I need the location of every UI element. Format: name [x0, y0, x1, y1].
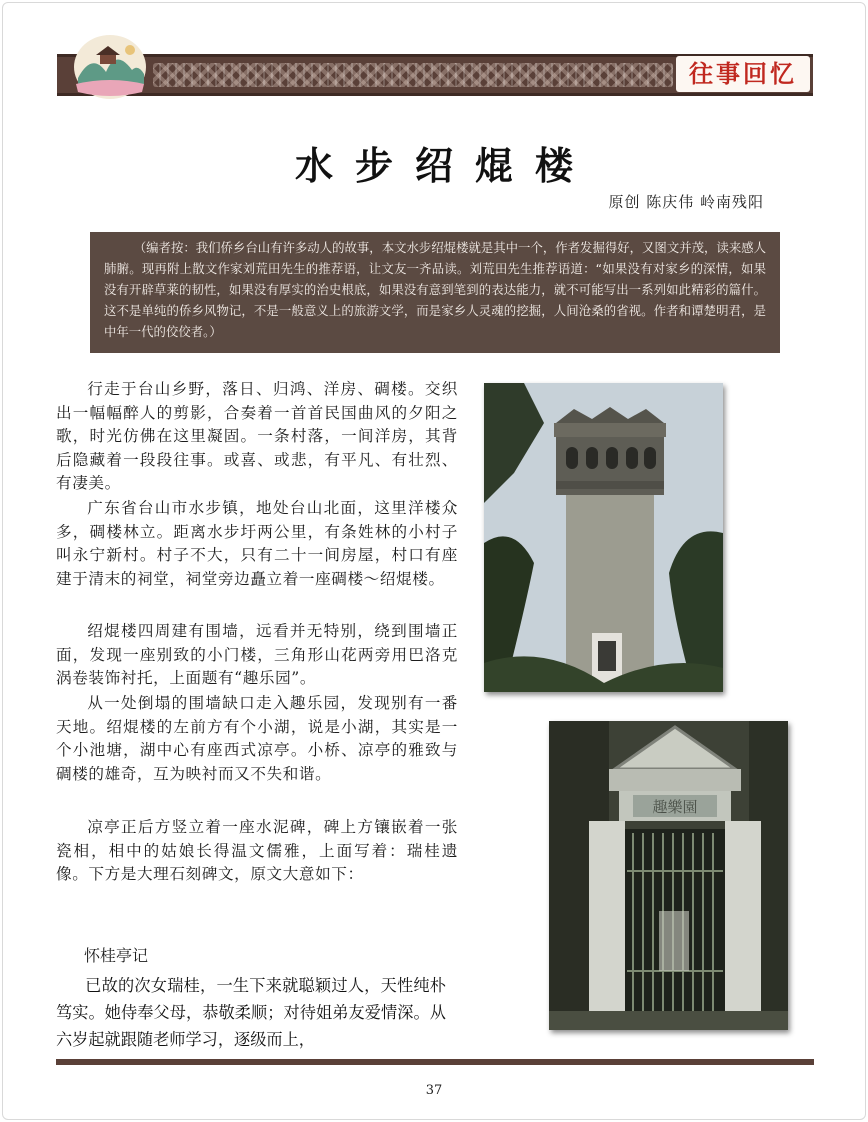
body-paragraph: 绍焜楼四周建有围墙，远看并无特别，绕到围墙正面，发现一座别致的小门楼，三角形山花两旁用巴洛克涡卷装饰衬托，上面题有“趣乐园”。 [56, 622, 458, 687]
gate-illustration [549, 721, 788, 1030]
gate-inscription: 趣樂園 [652, 798, 698, 816]
header-ornament [153, 63, 673, 87]
diaolou-tower-photo [484, 383, 723, 692]
article-byline: 原创 陈庆伟 岭南残阳 [608, 193, 764, 211]
inscription-paragraph: 已故的次女瑞桂，一生下来就聪颖过人，天性纯朴笃实。她侍奉父母，恭敬柔顺；对待姐弟友爱情深。从六岁起就跟随老师学习，逐级而上， [56, 976, 446, 1049]
body-paragraph: 从一处倒塌的围墙缺口走入趣乐园，发现别有一番天地。绍焜楼的左前方有个小湖，说是小湖，其实是一个小池塘，湖中心有座西式凉亭。小桥、凉亭的雅致与碉楼的雄奇，互为映衬而又不失和谐。 [56, 694, 458, 783]
editor-note: （编者按：我们侨乡台山有许多动人的故事，本文水步绍焜楼就是其中一个，作者发掘得好，又图文并茂，读来感人肺腑。现再附上散文作家刘荒田先生的推荐语，让文友一齐品读。刘荒田先生推荐语道：“如果没有对家乡的深情，如果没有开辟草莱的韧性，如果没有厚实的治史根底，如果没有意到笔到的表达能力，就不可能写出一系列如此精彩的篇什。这不是单纯的侨乡风物记，不是一般意义上的旅游文学，而是家乡人灵魂的挖掘，人间沧桑的省视。作者和谭楚明君，是中年一代的佼佼者。） [90, 232, 780, 353]
article-title: 水步绍焜楼 [294, 144, 595, 188]
landscape-emblem-icon [72, 34, 148, 100]
footer-rule [56, 1059, 814, 1065]
body-paragraph: 凉亭正后方竖立着一座水泥碑，碑上方镶嵌着一张瓷相，相中的姑娘长得温文儒雅，上面写着：瑞桂遗像。下方是大理石刻碑文，原文大意如下： [56, 818, 458, 883]
body-paragraph: 广东省台山市水步镇，地处台山北面，这里洋楼众多，碉楼林立。距离水步圩两公里，有条姓林的小村子叫永宁新村。村子不大，只有二十一间房屋，村口有座建于清末的祠堂，祠堂旁边矗立着一座碉楼～绍焜楼。 [56, 499, 458, 588]
tower-illustration [484, 383, 723, 692]
inscription-subheading: 怀桂亭记 [84, 946, 149, 965]
section-tag: 往事回忆 [676, 56, 810, 92]
body-paragraph: 行走于台山乡野，落日、归鸿、洋房、碉楼。交织出一幅幅醉人的剪影，合奏着一首首民国曲风的夕阳之歌，时光仿佛在这里凝固。一条村落，一间洋房，其背后隐藏着一段段往事。或喜、或悲，有平凡、有壮烈、有凄美。 [56, 380, 458, 492]
entrance-gate-photo [549, 721, 788, 1030]
page-number: 37 [425, 1083, 443, 1098]
